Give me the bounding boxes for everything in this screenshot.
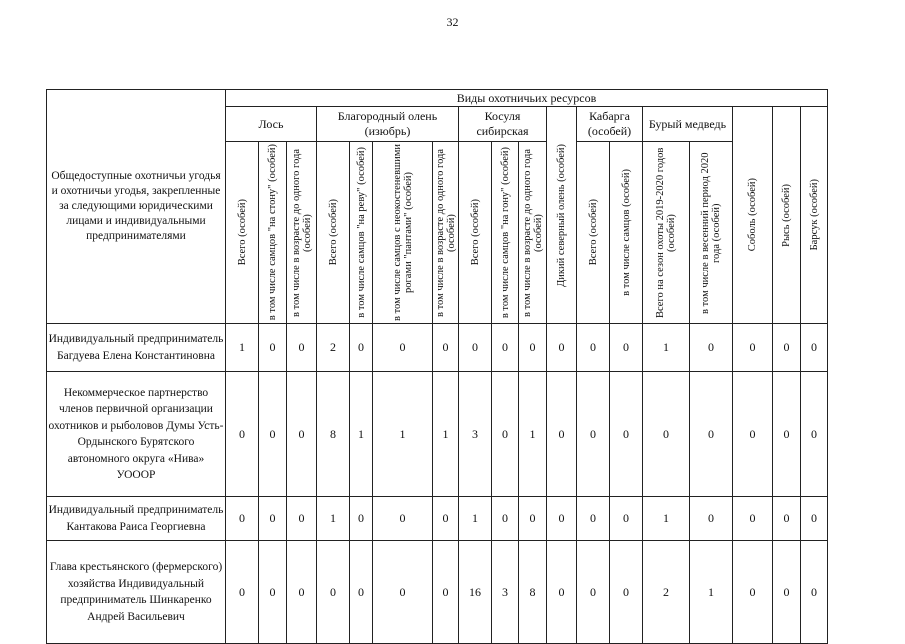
cell-value: 1: [226, 324, 259, 372]
cell-value: 0: [259, 541, 287, 644]
cell-value: 0: [801, 541, 828, 644]
cell-value: 0: [773, 497, 801, 541]
cell-value: 0: [577, 324, 610, 372]
col-header-text: Соболь (особей): [747, 178, 758, 252]
cell-value: 1: [643, 324, 690, 372]
col-northern-deer: [547, 107, 577, 324]
col-badger: [801, 107, 828, 324]
cell-value: 0: [226, 372, 259, 497]
cell-value: 0: [577, 372, 610, 497]
cell-value: 0: [773, 324, 801, 372]
col-olen-young: [433, 142, 459, 324]
col-los-males: [259, 142, 287, 324]
col-medved-season: [643, 142, 690, 324]
cell-value: 0: [433, 497, 459, 541]
cell-value: 0: [801, 497, 828, 541]
cell-value: 1: [433, 372, 459, 497]
cell-value: 0: [547, 324, 577, 372]
cell-value: 0: [519, 497, 547, 541]
col-lynx: [773, 107, 801, 324]
col-kabarga-total: [577, 142, 610, 324]
col-header-text: в том числе в возрасте до одного года (особей): [521, 148, 544, 317]
cell-value: 0: [259, 372, 287, 497]
group-los: Лось: [226, 107, 317, 142]
cell-value: 0: [259, 324, 287, 372]
cell-value: 1: [350, 372, 373, 497]
cell-value: 16: [459, 541, 492, 644]
hunting-resources-table: [46, 89, 828, 644]
col-header-text: в том числе самцов "на стону" (особей): [267, 144, 278, 321]
cell-value: 1: [459, 497, 492, 541]
cell-value: 3: [492, 541, 519, 644]
table-body: [47, 324, 828, 644]
cell-value: 0: [690, 497, 733, 541]
col-olen-males: [350, 142, 373, 324]
cell-value: 0: [287, 541, 317, 644]
cell-value: 2: [317, 324, 350, 372]
col-kosulya-males: [492, 142, 519, 324]
cell-value: 8: [317, 372, 350, 497]
cell-value: 0: [317, 541, 350, 644]
col-header-text: Дикий северный олень (особей): [556, 143, 567, 287]
col-sable: [733, 107, 773, 324]
col-los-young: [287, 142, 317, 324]
cell-value: 0: [733, 372, 773, 497]
cell-value: 0: [577, 541, 610, 644]
col-kabarga-males: [610, 142, 643, 324]
cell-value: 0: [610, 497, 643, 541]
col-header-text: Всего (особей): [469, 199, 481, 266]
col-header-text: в том числе в весенний период 2020 года (особей): [700, 151, 722, 314]
cell-value: 0: [350, 324, 373, 372]
cell-value: 0: [547, 541, 577, 644]
cell-value: 0: [492, 372, 519, 497]
group-medved: Бурый медведь: [643, 107, 733, 142]
cell-value: 0: [610, 541, 643, 644]
cell-value: 0: [733, 324, 773, 372]
page-number: 32: [446, 15, 459, 29]
row-entity-name: Глава крестьянского (фермерского) хозяйства Индивидуальный предприниматель Шинкаренко Андрей Васильевич: [47, 541, 226, 644]
cell-value: 0: [373, 497, 433, 541]
col-kosulya-total: [459, 142, 492, 324]
col-los-total: [226, 142, 259, 324]
cell-value: 1: [373, 372, 433, 497]
col-header-text: Всего (особей): [327, 199, 339, 266]
cell-value: 0: [733, 541, 773, 644]
col-header-text: Всего (особей): [236, 199, 248, 266]
col-header-text: в том числе самцов (особей): [620, 169, 632, 296]
cell-value: 1: [519, 372, 547, 497]
cell-value: 0: [350, 541, 373, 644]
cell-value: 0: [433, 324, 459, 372]
cell-value: 0: [733, 497, 773, 541]
cell-value: 0: [610, 324, 643, 372]
cell-value: 0: [492, 324, 519, 372]
group-olen: Благородный олень (изюбрь): [317, 107, 459, 142]
cell-value: 2: [643, 541, 690, 644]
cell-value: 0: [547, 497, 577, 541]
cell-value: 0: [643, 372, 690, 497]
cell-value: 0: [287, 324, 317, 372]
col-header-text: в том числе в возрасте до одного года (особей): [434, 148, 457, 317]
cell-value: 0: [801, 324, 828, 372]
cell-value: 0: [350, 497, 373, 541]
cell-value: 3: [459, 372, 492, 497]
col-header-text: в том числе самцов "на гону" (особей): [499, 146, 511, 319]
col-header-text: в том числе самцов "на реву" (особей): [355, 147, 367, 318]
row-entity-name: Индивидуальный предприниматель Кантакова Раиса Георгиевна: [47, 497, 226, 541]
row-entity-name: Некоммерческое партнерство членов первичной организации охотников и рыболовов Думы Усть-Ордынского Бурятского автономного округа «Нива» УОООР: [47, 372, 226, 497]
cell-value: 0: [690, 372, 733, 497]
col-header-text: в том числе в возрасте до одного года (особей): [290, 148, 313, 317]
cell-value: 1: [317, 497, 350, 541]
cell-value: 8: [519, 541, 547, 644]
cell-value: 0: [519, 324, 547, 372]
col-header-text: в том числе самцов с неокостеневшими рогами "пантами" (особей): [391, 144, 414, 321]
col-header-text: Барсук (особей): [808, 179, 820, 251]
cell-value: 0: [610, 372, 643, 497]
table-row: [47, 372, 828, 497]
row-entity-name: Индивидуальный предприниматель Багдуева Елена Константиновна: [47, 324, 226, 372]
col-header-text: Всего на сезон охоты 2019-2020 годов (особей): [655, 147, 677, 318]
col-kosulya-young: [519, 142, 547, 324]
cell-value: 1: [643, 497, 690, 541]
col-medved-spring: [690, 142, 733, 324]
cell-value: 0: [373, 324, 433, 372]
cell-value: 0: [259, 497, 287, 541]
cell-value: 1: [690, 541, 733, 644]
cell-value: 0: [773, 372, 801, 497]
table-row: [47, 324, 828, 372]
cell-value: 0: [226, 541, 259, 644]
cell-value: 0: [287, 497, 317, 541]
col-header-text: Рысь (особей): [781, 183, 792, 247]
cell-value: 0: [690, 324, 733, 372]
cell-value: 0: [801, 372, 828, 497]
cell-value: 0: [773, 541, 801, 644]
col-olen-total: [317, 142, 350, 324]
cell-value: 0: [577, 497, 610, 541]
col-header-text: Всего (особей): [587, 199, 599, 266]
group-kosulya: Косуля сибирская: [459, 107, 547, 142]
cell-value: 0: [492, 497, 519, 541]
corner-header: Общедоступные охотничьи угодья и охотничьи угодья, закрепленные за следующими юридическими лицами и индивидуальными предпринимателями: [47, 90, 226, 324]
species-header: Виды охотничьих ресурсов: [226, 90, 828, 107]
cell-value: 0: [226, 497, 259, 541]
table-row: [47, 541, 828, 644]
group-kabarga: Кабарга (особей): [577, 107, 643, 142]
cell-value: 0: [433, 541, 459, 644]
cell-value: 0: [287, 372, 317, 497]
cell-value: 0: [459, 324, 492, 372]
col-olen-panty: [373, 142, 433, 324]
cell-value: 0: [547, 372, 577, 497]
table-row: [47, 497, 828, 541]
cell-value: 0: [373, 541, 433, 644]
